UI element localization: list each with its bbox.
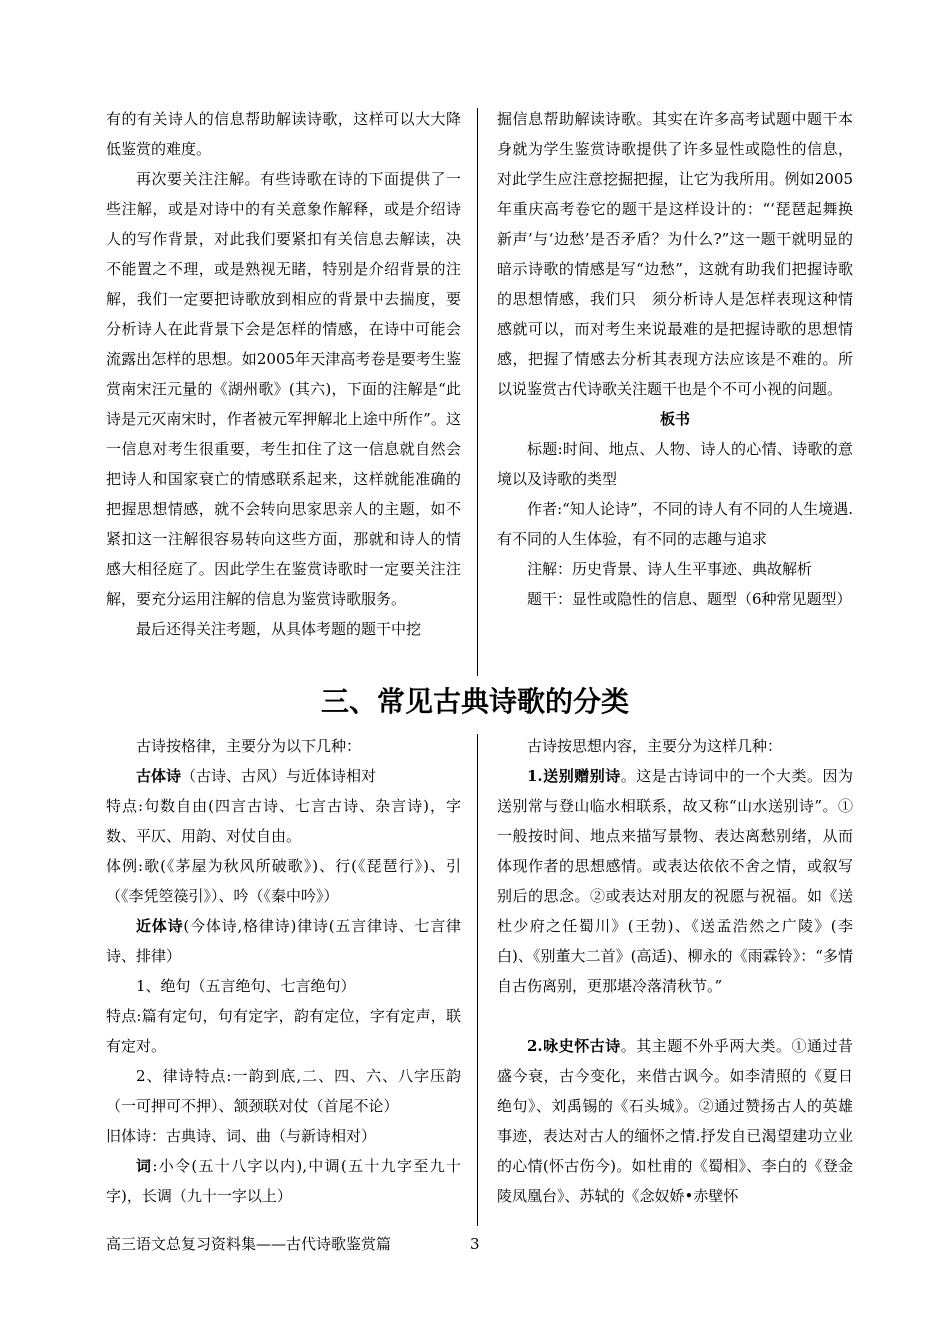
paragraph — [106, 1151, 461, 1211]
board-item: 注解：历史背景、诗人生平事迹、典故解析 — [527, 560, 813, 578]
board-item: 题干：显性或隐性的信息、题型（6种常见题型） — [527, 590, 852, 608]
paragraph: 古诗按思想内容，主要分为这样几种： — [527, 737, 783, 755]
term-bold: 近体诗 — [136, 917, 184, 935]
term-detail: 。其主题不外乎两大类。①通过昔盛今衰，古今变化，来借古讽今。如李清照的《夏日绝句》、刘禹锡的《石头城》。②通过赞扬古人的英雄事迹，表达对古人的缅怀之情.抒发自已渴望建功立业的心情(怀古伤今)。如杜甫的《蜀相》、李白的《登金陵凤凰台》、苏轼的《念奴娇•赤壁怀 — [497, 1037, 853, 1205]
paragraph: 再次要关注注解。有些诗歌在诗的下面提供了一些注解，或是对诗中的有关意象作解释，或是介绍诗人的写作背景，对此我们要紧扣有关信息去解读，决不能置之不理，或是熟视无睹，特别是介绍背景的注解，我们一定要把诗歌放到相应的背景中去揣度，要分析诗人在此背景下会是怎样的情感，在诗中可能会流露出怎样的思想。如2005年天津高考卷是要考生鉴赏南宋汪元量的《湖州歌》(其六)，下面的注解是“此诗是元灭南宋时，作者被元军押解北上途中所作”。这一信息对考生很重要，考生扣住了这一信息就自然会把诗人和国家衰亡的情感联系起来，这样就能准确的把握思想情感，就不会转向思家思亲人的主题，如不紧扣这一注解很容易转向这些方面，那就和诗人的情感大相径庭了。因此学生在鉴赏诗歌时一定要关注注解，要充分运用注解的信息为鉴赏诗歌服务。 — [106, 170, 461, 608]
paragraph: 掘信息帮助解读诗歌。其实在许多高考试题中题干本身就为学生鉴赏诗歌提供了许多显性或隐性的信息，对此学生应注意挖掘把握，让它为我所用。例如2005年重庆高考卷它的题干是这样设计的：“‘琵琶起舞换新声’与‘边愁’是否矛盾？为什么?”这一题干就明显的暗示诗歌的情感是写“边愁”，这就有助我们把握诗歌的思想情感，我们只 须分析诗人是怎样表现这种情感就可以，而对考生来说最难的是把握诗歌的思想情感，把握了情感去分析其表现方法应该是不难的。所以说鉴赏古代诗歌关注题干也是个不可小视的问题。 — [497, 110, 853, 398]
term-bold: 2.咏史怀古诗 — [527, 1037, 621, 1055]
top-right-column — [497, 104, 853, 614]
bottom-left-column — [106, 731, 461, 1211]
term-detail: （古诗、古风）与近体诗相对 — [181, 767, 377, 785]
paragraph — [497, 761, 853, 1001]
column-divider — [477, 108, 478, 676]
board-title: 板书 — [659, 410, 690, 428]
term-detail: 。这是古诗词中的一个大类。因为送别常与登山临水相联系，故又称“山水送别诗”。①一般按时间、地点来描写景物、表达离愁别绪，从而体现作者的思想感情。或表达依依不舍之情，或叙写别后的思念。②或表达对朋友的祝愿与祝福。如《送杜少府之任蜀川》(王勃)、《送孟浩然之广陵》(李白)、《别董大二首》(高适)、柳永的《雨霖铃》：“多情自古伤离别，更那堪冷落清秋节。” — [497, 767, 853, 995]
term-detail: :小令(五十八字以内),中调(五十九字至九十字)，长调（九十一字以上） — [106, 1157, 461, 1205]
footer-title: 高三语文总复习资料集——古代诗歌鉴赏篇 — [106, 1235, 392, 1253]
paragraph — [106, 911, 461, 971]
board-item: 作者:“知人论诗”，不同的诗人有不同的人生境遇.有不同的人生体验，有不同的志趣与追求 — [497, 500, 853, 548]
paragraph: 古诗按格律，主要分为以下几种： — [136, 737, 362, 755]
board-item: 标题:时间、地点、人物、诗人的心情、诗歌的意境以及诗歌的类型 — [497, 440, 853, 488]
paragraph — [497, 1031, 853, 1211]
paragraph: 1、绝句（五言绝句、七言绝句） — [136, 977, 356, 995]
term-bold: 古体诗 — [136, 767, 182, 785]
section-heading: 三、常见古典诗歌的分类 — [320, 685, 629, 718]
paragraph: 2、律诗特点:一韵到底,二、四、六、八字压韵（一可押可不押）、颔颈联对仗（首尾不论） — [106, 1067, 461, 1115]
paragraph: 特点:篇有定句，句有定字，韵有定位，字有定声，联有定对。 — [106, 1007, 461, 1055]
term-bold: 词 — [136, 1157, 153, 1175]
column-divider — [477, 734, 478, 1226]
paragraph: 有的有关诗人的信息帮助解读诗歌，这样可以大大降低鉴赏的难度。 — [106, 110, 461, 158]
paragraph: 最后还得关注考题，从具体考题的题干中挖 — [136, 620, 422, 638]
bottom-right-column — [497, 731, 853, 1211]
term-bold: 1.送别赠别诗 — [527, 767, 621, 785]
paragraph: 旧体诗：古典诗、词、曲（与新诗相对） — [106, 1127, 377, 1145]
paragraph: 特点:句数自由(四言古诗、七言古诗、杂言诗)，字数、平仄、用韵、对仗自由。 — [106, 797, 461, 845]
page-number: 3 — [470, 1235, 480, 1253]
top-left-column — [106, 104, 461, 644]
paragraph: 体例:歌(《茅屋为秋风所破歌》)、行(《琵琶行》)、引（《李凭箜篌引》）、吟（《秦中吟》） — [106, 857, 461, 905]
spacer — [497, 1001, 853, 1031]
paragraph — [106, 761, 461, 791]
term-detail: (今体诗,格律诗)律诗(五言律诗、七言律诗、排律） — [106, 917, 461, 965]
